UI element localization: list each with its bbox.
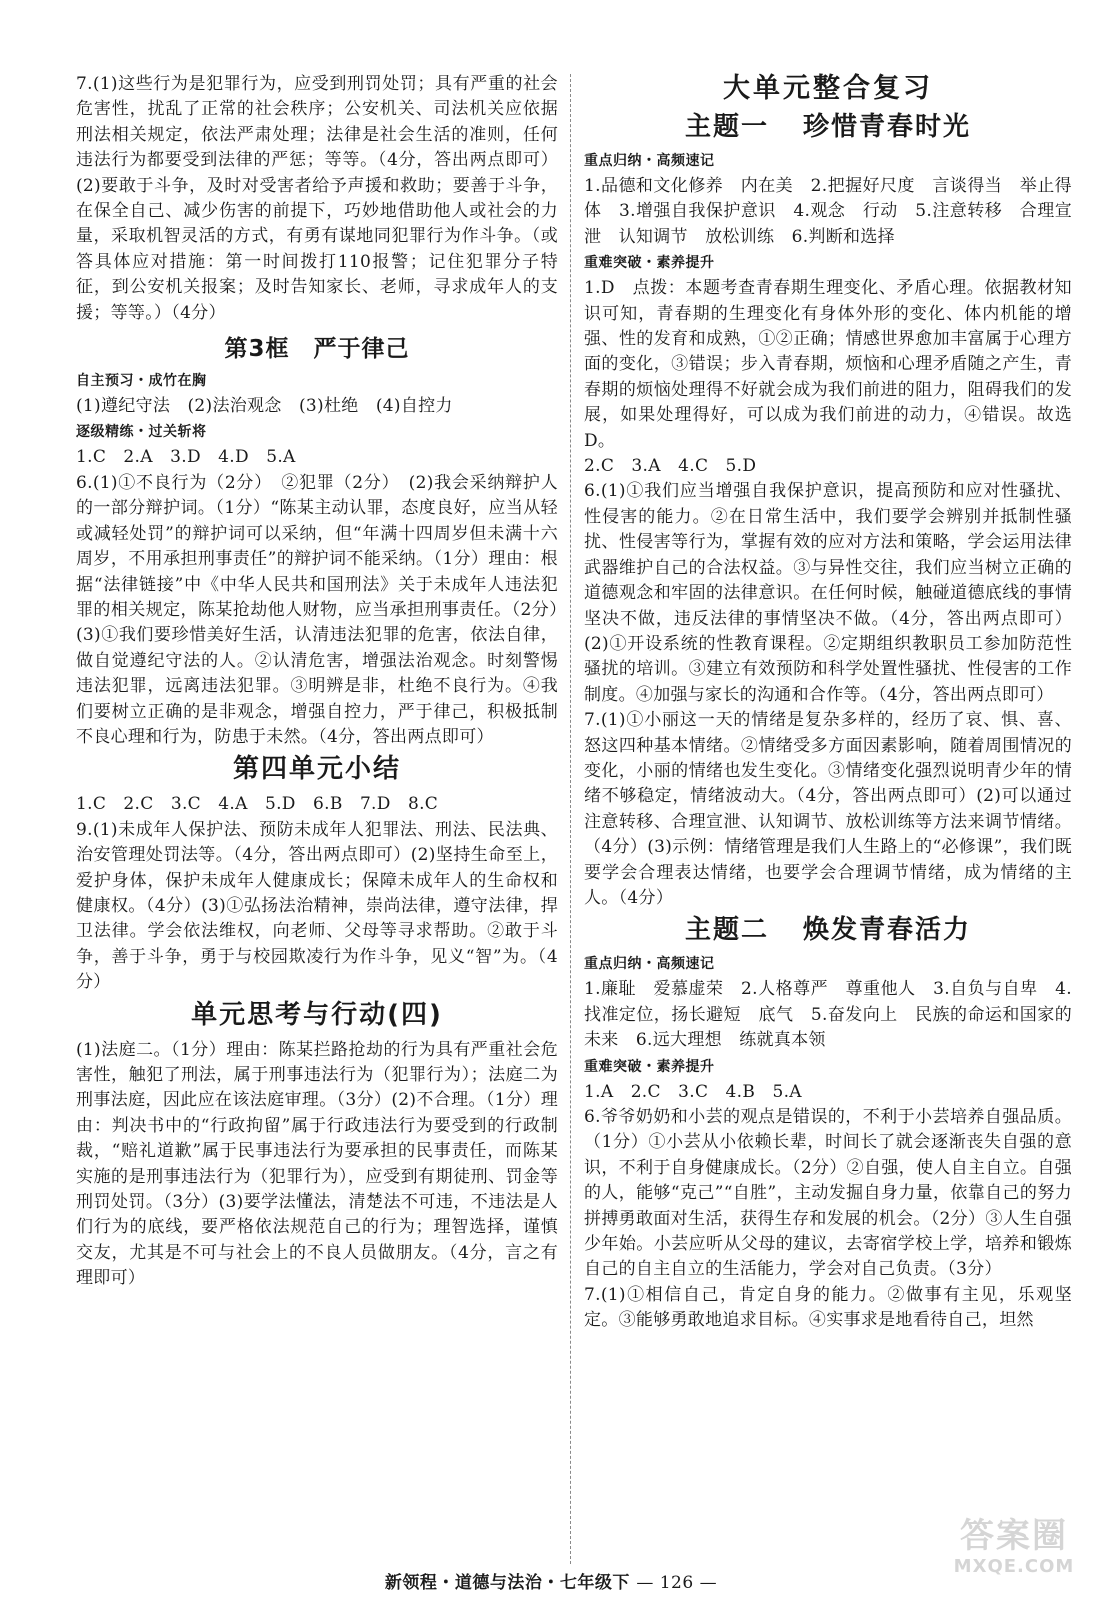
unit4-choice-answers: 1.C 2.C 3.C 4.A 5.D 6.B 7.D 8.C <box>76 794 439 815</box>
page-footer <box>0 1568 1102 1593</box>
theme1-title <box>584 110 1072 144</box>
section-title-frame3: 第3框 严于律己 <box>224 336 410 363</box>
theme1-key-points: 1.品德和文化修养 内在美 2.把握好尺度 言谈得当 举止得体 3.增强自我保护意识 4.观念 行动 5.注意转移 合理宣泄 认知调节 放松训练 6.判断和选择 <box>584 176 1072 247</box>
subheading-key-points: 重点归纳・高频速记 <box>584 153 715 169</box>
subheading-practice: 逐级精练・过关斩将 <box>76 424 207 441</box>
theme1-number: 主题一 <box>684 112 769 142</box>
theme1-name: 珍惜青春时光 <box>803 112 972 142</box>
page-number: — 126 — <box>636 1573 718 1593</box>
choice-answers: 1.C 2.A 3.D 4.D 5.A <box>76 447 296 468</box>
theme1-q1: 1.D 点拨：本题考查青春期生理变化、矛盾心理。依据教材知识可知，青春期的生理变化有身体外形的变化、体内机能的增强、性的发育和成熟，①②正确；情感世界愈加丰富属于心理方面的变化，③错误；步入青春期，烦恼和心理矛盾随之产生，青春期的烦恼处理得不好就会成为我们前进的阻力，阻碍我们的发展，如果处理得好，可以成为我们前进的动力，④错误。故选D。 <box>584 278 1072 451</box>
subheading-key-points-2: 重点归纳・高频速记 <box>584 956 715 973</box>
answer-q6: 6.(1)①不良行为（2分） ②犯罪（2分） (2)我会采纳辩护人的一部分辩护词。（1分）“陈某主动认罪，态度良好，应当从轻或减轻处罚”的辩护词可以采纳，但“年满十四周岁但未满十六周岁，不用承担刑事责任”的辩护词不能采纳。（1分）理由：根据“法律链接”中《中华人民共和国刑法》关于未成年人违法犯罪的相关规定，陈某抢劫他人财物，应当承担刑事责任。（2分）(3)①我们要珍惜美好生活，认清违法犯罪的危害，依法自律，做自觉遵纪守法的人。②认清危害，增强法治观念。时刻警惕违法犯罪，远离违法犯罪。③明辨是非，杜绝不良行为。④我们要树立正确的是非观念，增强自控力，严于律己，积极抵制不良心理和行为，防患于未然。（4分，答出两点即可） <box>76 472 558 747</box>
unit-thinking-answers: (1)法庭二。（1分）理由：陈某拦路抢劫的行为具有严重社会危害性，触犯了刑法，属于刑事违法行为（犯罪行为）；法庭二为刑事法庭，因此应在该法庭审理。（3分）(2)不合理。（1分）理由：判决书中的“行政拘留”属于行政违法行为要受到的行政制裁，“赔礼道歉”属于民事违法行为要承担的民事责任，而陈某实施的是刑事违法行为（犯罪行为），应受到有期徒刑、罚金等刑罚处罚。（3分）(3)要学法懂法，清楚法不可违，不违法是人们行为的底线，要严格依法规范自己的行为；理智选择，谨慎交友，尤其是不可与社会上的不良人员做朋友。（4分，言之有理即可） <box>76 1039 558 1289</box>
subheading-breakthrough: 重难突破・素养提升 <box>584 255 715 272</box>
section-title-unit4-summary: 第四单元小结 <box>232 754 401 785</box>
answer-q9: 9.(1)未成年人保护法、预防未成年人犯罪法、刑法、民法典、治安管理处罚法等。（4分，答出两点即可）(2)坚持生命至上，爱护身体，保护未成年人健康成长；保障未成年人的生命权和健康权。（4分）(3)①弘扬法治精神，崇尚法律，遵守法律，捍卫法律。学会依法维权，向老师、父母等寻求帮助。②敢于斗争，善于斗争，勇于与校园欺凌行为作斗争，见义“智”为。（4分） <box>76 819 558 993</box>
theme2-name: 焕发青春活力 <box>803 915 972 946</box>
theme2-title <box>584 913 1072 947</box>
section-title-unit-thinking: 单元思考与行动(四) <box>191 999 443 1030</box>
answer-q7: 7.(1)这些行为是犯罪行为，应受到刑罚处罚；具有严重的社会危害性，扰乱了正常的社会秩序；公安机关、司法机关应依据刑法相关规定，依法严肃处理；法律是社会生活的准则，任何违法行为都要受到法律的严惩；等等。（4分，答出两点即可）(2)要敢于斗争，及时对受害者给予声援和救助；要善于斗争，在保全自己、减少伤害的前提下，巧妙地借助他人或社会的力量，采取机智灵活的方式，有勇有谋地同犯罪行为作斗争。（或答具体应对措施：第一时间拨打110报警；记住犯罪分子特征，到公安机关报案；及时告知家长、老师，寻求成年人的支援；等等。）（4分） <box>76 74 558 323</box>
preview-answers: (1)遵纪守法 (2)法治观念 (3)杜绝 (4)自控力 <box>76 396 453 417</box>
watermark-logo <box>944 1516 1084 1582</box>
subheading-preview: 自主预习・成竹在胸 <box>76 373 207 390</box>
footer-book-title: 新领程・道德与法治・七年级下 <box>384 1573 630 1593</box>
watermark-url: MXQE.COM <box>953 1556 1075 1577</box>
theme2-q7: 7.(1)①相信自己，肯定自身的能力。②做事有主见，乐观坚定。③能够勇敢地追求目标。④实事求是地看待自己，坦然 <box>584 1284 1072 1331</box>
right-column <box>584 72 1072 1334</box>
theme2-key-points: 1.廉耻 爱慕虚荣 2.人格尊严 尊重他人 3.自负与自卑 4.找准定位，扬长避短 底气 5.奋发向上 民族的命运和国家的未来 6.远大理想 练就真本领 <box>584 979 1072 1051</box>
theme1-q7: 7.(1)①小丽这一天的情绪是复杂多样的，经历了哀、惧、喜、怒这四种基本情绪。②情绪受多方面因素影响，随着周围情况的变化，小丽的情绪也发生变化。③情绪变化强烈说明青少年的情绪不够稳定，情绪波动大。（4分，答出两点即可）(2)可以通过注意转移、合理宣泄、认知调节、放松训练等方法来调节情绪。（4分）(3)示例：情绪管理是我们人生路上的“必修课”，我们既要学会合理表达情绪，也要学会合理调节情绪，成为情绪的主人。（4分） <box>584 710 1072 908</box>
watermark-text: 答案圈 <box>960 1516 1068 1556</box>
left-column <box>76 72 558 1292</box>
subheading-breakthrough-2: 重难突破・素养提升 <box>584 1058 715 1075</box>
theme1-q6: 6.(1)①我们应当增强自我保护意识，提高预防和应对性骚扰、性侵害的能力。②在日常生活中，我们要学会辨别并抵制性骚扰、性侵害等行为，掌握有效的应对方法和策略，学会运用法律武器维护自己的合法权益。③与异性交往，我们应当树立正确的道德观念和牢固的法律意识。在任何时候，触碰道德底线的事情坚决不做，违反法律的事情坚决不做。（4分，答出两点即可）(2)①开设系统的性教育课程。②定期组织教职员工参加防范性骚扰的培训。③建立有效预防和科学处置性骚扰、性侵害的工作制度。④加强与家长的沟通和合作等。（4分，答出两点即可） <box>584 481 1072 705</box>
theme2-choice-answers: 1.A 2.C 3.C 4.B 5.A <box>584 1081 802 1102</box>
column-divider <box>570 74 571 1564</box>
theme2-number: 主题二 <box>684 915 769 946</box>
theme1-choice-answers: 2.C 3.A 4.C 5.D <box>584 456 757 477</box>
theme2-q6: 6.爷爷奶奶和小芸的观点是错误的，不利于小芸培养自强品质。（1分）①小芸从小依赖长辈，时间长了就会逐渐丧失自强的意识，不利于自身健康成长。（2分）②自强，使人自主自立。自强的人，能够“克己”“自胜”，主动发掘自身力量，依靠自己的努力拼搏勇敢面对生活，获得生存和发展的机会。（2分）③人生自强少年始。小芸应听从父母的建议，去寄宿学校上学，培养和锻炼自己的自主自立的生活能力，学会对自己负责。（3分） <box>584 1107 1072 1280</box>
big-unit-review-title: 大单元整合复习 <box>723 73 933 104</box>
